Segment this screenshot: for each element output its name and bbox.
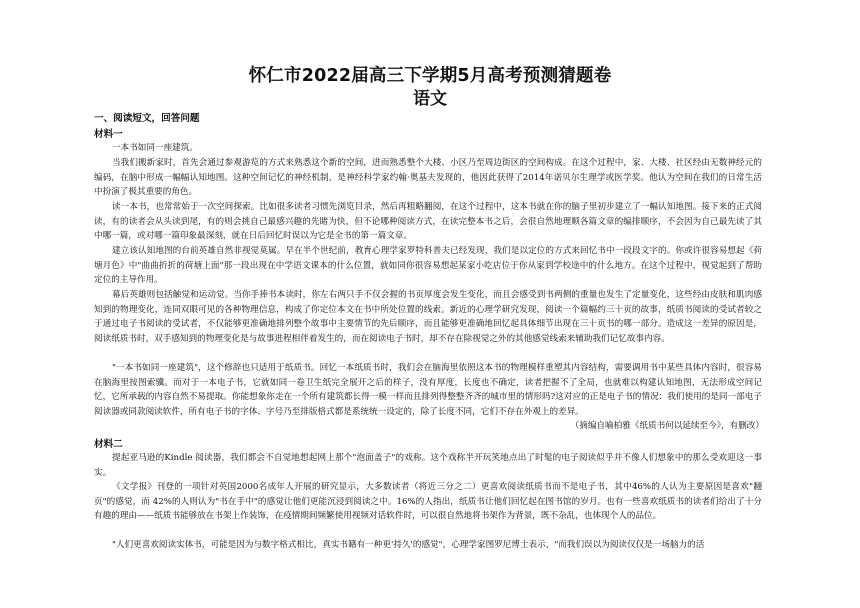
material2-paragraph-2: 《文学报》刊登的一项针对英国2000名成年人开展的研究显示，大多数读者（将近三分之二）更喜欢阅读纸质书而不是电子书，其中46%的人认为主要原因是喜欢"翻页"的感觉，而 42%的人则认为"书在手中"的感觉让他们更能沉浸到阅读之中。16%的人指出，纸质书让他们回忆起在图书馆的岁月。也有一些喜欢纸质书的读者们给出了十分有趣的理由——纸质书能够放在书架上作装饰，在疫情期间频繁使用视频对话软件时，可以很自然地将书架作为背景，既不杂乱，也体现个人的品位。 [94,482,762,522]
section-heading: 一、阅读短文，回答问题 [94,113,200,124]
material2-paragraph-3: "人们更喜欢阅读实体书，可能是因为与数字格式相比，真实书籍有一种更'持久'的感觉"，心理学家图罗尼博士表示，"而我们误以为阅读仅仅是一场脑力的活 [112,540,705,550]
material1-source: （摘编自喻柏雅《纸质书何以延续至今》，有删改） [570,421,764,431]
material1-paragraph-2: 当我们搬新家时，首先会通过参观游览的方式来熟悉这个新的空间，进而熟悉整个大楼、小区乃至周边街区的空间构成。在这个过程中，家、大楼、社区经由无数神经元的编码，在脑中形成一幅幅认知地图。这种空间记忆的神经机制，是神经科学家约翰·奥基夫发现的，他因此获得了2014年诺贝尔生理学或医学奖。他认为空间在我们的日常生活中扮演了极其重要的角色。 [94,158,762,198]
exam-title: 怀仁市2022届高三下学期5月高考预测猜题卷 [248,66,612,86]
material2-label: 材料二 [94,439,123,450]
material1-label: 材料一 [94,129,123,140]
material2-paragraph-1: 提起亚马逊的Kindle 阅读器，我们都会不自觉地想起网上那个"泡面盖子"的戏称。这个戏称半开玩笑地点出了时髦的电子阅读似乎并不像人们想象中的那么受欢迎这一事实。 [94,453,762,478]
material1-paragraph-4: 建立该认知地图的台前英雄自然非视觉莫属。早在半个世纪前，教育心理学家罗特科普夫已经发现，我们是以定位的方式来回忆书中一段段文字的。你或许很容易想起《荷塘月色》中"曲曲折折的荷塘上面"那一段出现在中学语文课本的什么位置，就如同你很容易想起某家小吃店位于你从家到学校途中的什么地方。在这个过程中，视觉起到了帮助定位的主导作用。 [94,246,762,286]
subject-title: 语文 [413,89,447,109]
material1-paragraph-5: 幕后英雄则包括触觉和运动觉。当你手捧书本读时，你左右两只手不仅会握的书页厚度会发生变化，而且会感受到书两侧的重量也发生了定量变化，这些经由皮肤和肌肉感知到的物理变化，连同双眼可见的各种物理信息，构成了你定位本文在书中所处位置的线索。新近的心理学研究发现，阅读一个篇幅约三十页的故事，纸质书阅读的受试者较之于通过电子书阅读的受试者，不仅能够更准确地排列整个故事中主要情节的先后顺序，而且能够更准确地回忆起具体细节出现在三十页书的哪一部分。造成这一差异的原因是，阅读纸质书时，双手感知到的物理变化是与故事进程相伴着发生的，而在阅读电子书时，却不存在除视觉之外的其他感觉线索来辅助我们记忆故事内容。 [94,290,762,344]
material1-paragraph-6: "一本书如同一座建筑"，这个修辞也只适用于纸质书。回忆一本纸质书时，我们会在脑海里依照这本书的物理模样重塑其内容结构，需要调用书中某些具体内容时，很容易在脑海里按图索骥。而对于一本电子书，它就如同一卷卫生纸完全展开之后的样子，没有厚度，长度也不确定，读者把握不了全局，也就难以构建认知地图，无法形成空间记忆，它所承载的内容自然不易提取。你能想象你走在一个所有建筑都长得一模一样而且排列得整整齐齐的城市里的情形吗?这对应的正是电子书的情况：我们使用的是同一部电子阅读器或同款阅读软件，所有电子书的字体、字号乃至排版格式都是系统统一设定的，除了长度不同，它们不存在外观上的差异。 [94,363,762,417]
material1-paragraph-3: 读一本书，也常常始于一次空间探索。比如很多读者习惯先浏览目录，然后再粗略翻阅，在这个过程中，这本书就在你的脑子里初步建立了一幅认知地图。接下来的正式阅读，有的读者会从头读到尾，有的则会挑自己最感兴趣的先睹为快，但不论哪种阅读方式，在读完整本书之后，会很自然地理顺各篇文章的编排顺序，不会因为自己最先读了其中哪一篇，或对哪一篇印象最深刻，就在日后回忆时误以为它是全书的第一篇文章。 [94,202,762,242]
material1-paragraph-1: 一本书如同一座建筑。 [112,143,198,153]
